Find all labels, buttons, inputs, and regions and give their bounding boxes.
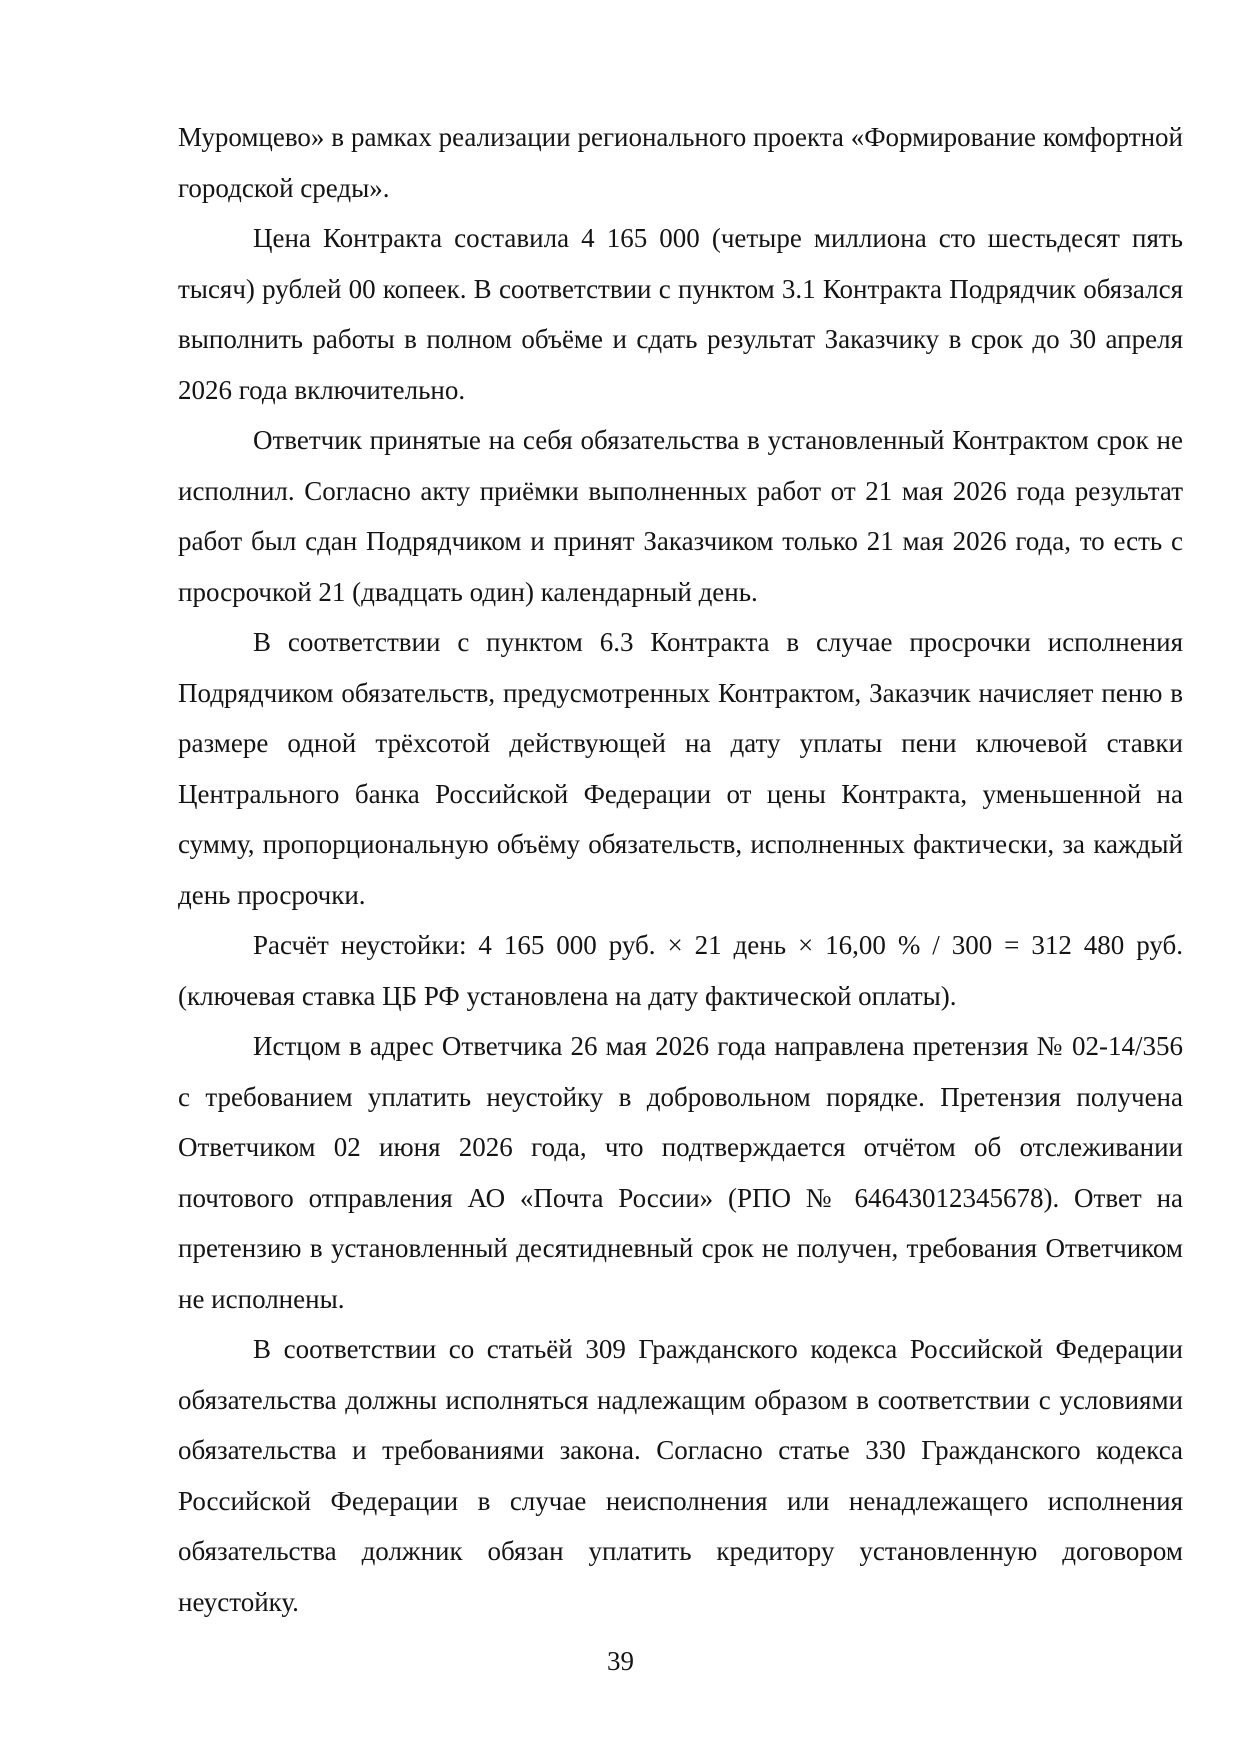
paragraph-continuation: Муромцево» в рамках реализации регионального проекта «Формирование комфортной городской среды». xyxy=(178,122,1183,203)
page-number: 39 xyxy=(607,1646,634,1676)
paragraph-penalty-calculation: Расчёт неустойки: 4 165 000 руб. × 21 день × 16,00 % / 300 = 312 480 руб. (ключевая ставка ЦБ РФ установлена на дату фактической оплаты). xyxy=(178,930,1183,1011)
paragraph-legal-basis: В соответствии со статьёй 309 Гражданского кодекса Российской Федерации обязательства должны исполняться надлежащим образом в соответствии с условиями обязательства и требованиями закона. Согласно статье 330 Гражданского кодекса Российской Федерации в случае неисполнения или ненадлежащего исполнения обязательства должник обязан уплатить кредитору установленную договором неустойку. xyxy=(178,1334,1183,1617)
paragraph-penalty-clause: В соответствии с пунктом 6.3 Контракта в случае просрочки исполнения Подрядчиком обязательств, предусмотренных Контрактом, Заказчик начисляет пеню в размере одной трёхсотой действующей на дату уплаты пени ключевой ставки Центрального банка Российской Федерации от цены Контракта, уменьшенной на сумму, пропорциональную объёму обязательств, исполненных фактически, за каждый день просрочки. xyxy=(178,627,1183,910)
document-body xyxy=(178,112,1183,1627)
paragraph-delay: Ответчик принятые на себя обязательства в установленный Контрактом срок не исполнил. Согласно акту приёмки выполненных работ от 21 мая 2026 года результат работ был сдан Подрядчиком и принят Заказчиком только 21 мая 2026 года, то есть с просрочкой 21 (двадцать один) календарный день. xyxy=(178,425,1183,607)
paragraph-contract-price: Цена Контракта составила 4 165 000 (четыре миллиона сто шестьдесят пять тысяч) рублей 00 копеек. В соответствии с пунктом 3.1 Контракта Подрядчик обязался выполнить работы в полном объёме и сдать результат Заказчику в срок до 30 апреля 2026 года включительно. xyxy=(178,223,1183,405)
paragraph-claim: Истцом в адрес Ответчика 26 мая 2026 года направлена претензия № 02-14/356 с требованием уплатить неустойку в добровольном порядке. Претензия получена Ответчиком 02 июня 2026 года, что подтверждается отчётом об отслеживании почтового отправления АО «Почта России» (РПО № 64643012345678). Ответ на претензию в установленный десятидневный срок не получен, требования Ответчиком не исполнены. xyxy=(178,1031,1183,1314)
